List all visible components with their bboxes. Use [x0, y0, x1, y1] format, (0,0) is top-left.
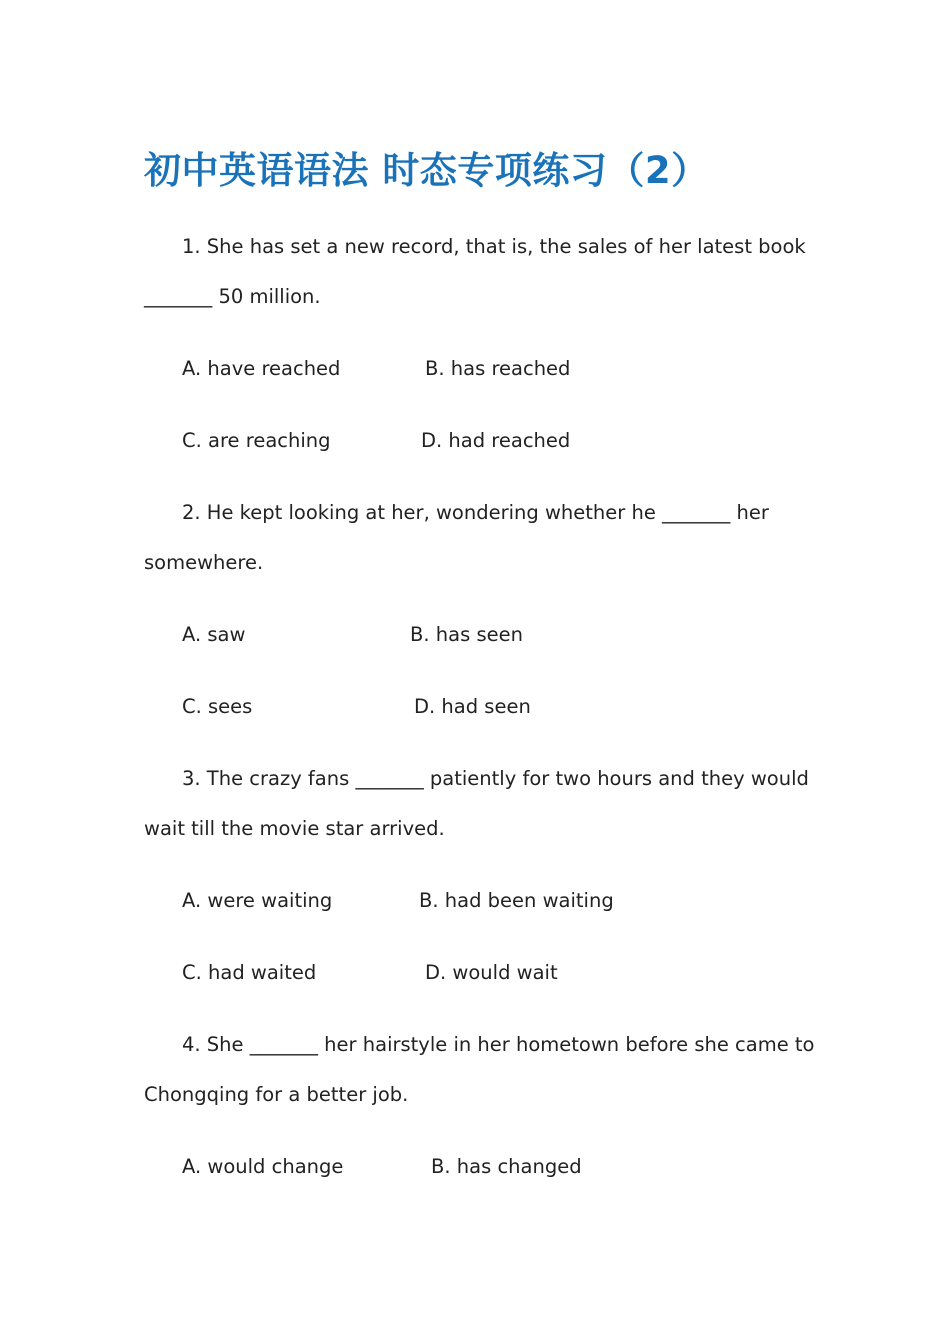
question-1-stem-line-2: _______ 50 million.	[144, 285, 321, 308]
question-4-option-a: A. would change	[182, 1155, 344, 1178]
question-2-option-d: D. had seen	[414, 695, 531, 718]
question-4-stem-line-2: Chongqing for a better job.	[144, 1083, 409, 1106]
question-2-option-c: C. sees	[182, 695, 253, 718]
question-3-option-c: C. had waited	[182, 961, 317, 984]
question-3-stem-line-2: wait till the movie star arrived.	[144, 817, 445, 840]
question-1-option-c: C. are reaching	[182, 429, 331, 452]
question-1-stem-line-1: 1. She has set a new record, that is, the sales of her latest book	[182, 235, 806, 258]
question-1-option-d: D. had reached	[421, 429, 571, 452]
page-title: 初中英语语法 时态专项练习（2）	[144, 149, 709, 192]
question-4-stem-line-1: 4. She _______ her hairstyle in her hometown before she came to	[182, 1033, 815, 1056]
question-2-option-b: B. has seen	[410, 623, 523, 646]
question-2-option-a: A. saw	[182, 623, 246, 646]
question-1-option-b: B. has reached	[425, 357, 571, 380]
question-3-option-a: A. were waiting	[182, 889, 333, 912]
question-4-option-b: B. has changed	[431, 1155, 582, 1178]
question-2-stem-line-2: somewhere.	[144, 551, 264, 574]
question-1-option-a: A. have reached	[182, 357, 341, 380]
question-2-stem-line-1: 2. He kept looking at her, wondering whether he _______ her	[182, 501, 769, 524]
question-3-option-b: B. had been waiting	[419, 889, 614, 912]
question-3-option-d: D. would wait	[425, 961, 558, 984]
question-3-stem-line-1: 3. The crazy fans _______ patiently for two hours and they would	[182, 767, 809, 790]
